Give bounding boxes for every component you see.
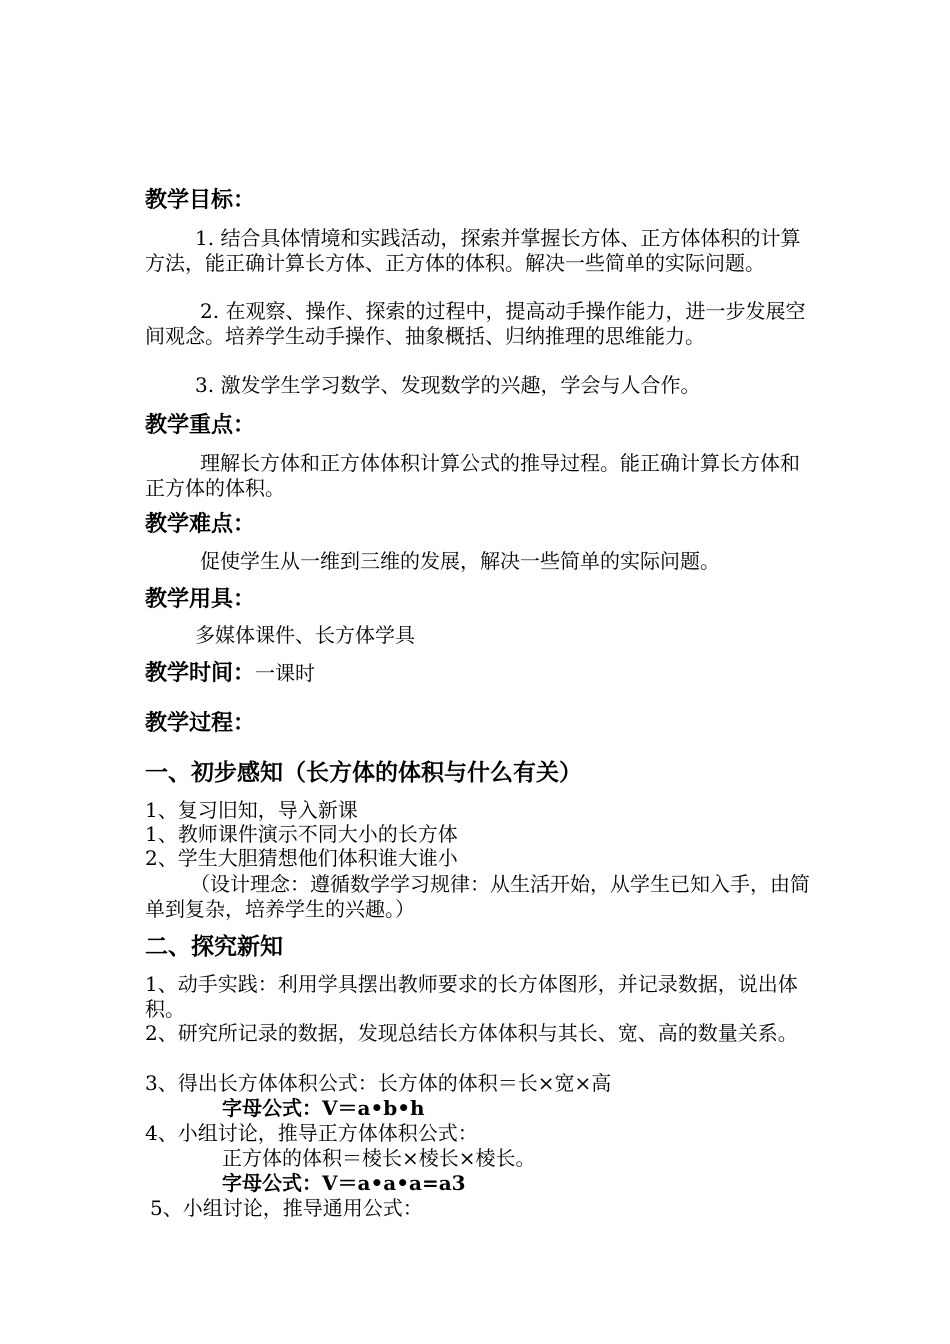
section1-heading: 一、初步感知（长方体的体积与什么有关）: [145, 759, 582, 786]
section2-item-5: 5、小组讨论，推导通用公式：: [150, 1196, 423, 1220]
objectives-heading: 教学目标：: [145, 187, 256, 213]
objective-item-3: 3. 激发学生学习数学、发现数学的兴趣，学会与人合作。: [195, 373, 701, 397]
rectangular-letter-formula: 字母公式：V＝a•b•h: [222, 1096, 425, 1120]
key-points-heading: 教学重点：: [145, 412, 256, 438]
objective-item-2: 2. 在观察、操作、探索的过程中，提高动手操作能力，进一步发展空间观念。培养学生动手操作、抽象概括、归纳推理的思维能力。: [145, 299, 806, 348]
section1-line-2: 1、教师课件演示不同大小的长方体: [145, 822, 458, 846]
key-points-text: 理解长方体和正方体体积计算公式的推导过程。能正确计算长方体和正方体的体积。: [145, 451, 800, 500]
time-row: [145, 660, 315, 686]
section2-item-2: 2、研究所记录的数据，发现总结长方体体积与其长、宽、高的数量关系。: [145, 1021, 798, 1045]
section2-item-3: 3、得出长方体体积公式：长方体的体积＝长×宽×高: [145, 1071, 612, 1095]
section2-item-4: 4、小组讨论，推导正方体体积公式：: [145, 1121, 478, 1145]
time-value: 一课时: [255, 661, 316, 685]
objective-item-1: 1. 结合具体情境和实践活动，探索并掌握长方体、正方体体积的计算方法，能正确计算长方体、正方体的体积。解决一些简单的实际问题。: [145, 226, 801, 275]
section1-line-1: 1、复习旧知，导入新课: [145, 798, 358, 822]
process-heading: 教学过程：: [145, 710, 256, 736]
section1-line-3: 2、学生大胆猜想他们体积谁大谁小: [145, 846, 458, 870]
section2-heading: 二、探究新知: [145, 933, 283, 960]
difficulties-text: 促使学生从一维到三维的发展，解决一些简单的实际问题。: [200, 549, 720, 573]
tools-text: 多媒体课件、长方体学具: [195, 623, 415, 647]
cube-letter-formula: 字母公式：V＝a•a•a=a3: [222, 1171, 466, 1195]
cube-volume-formula: 正方体的体积＝棱长×棱长×棱长。: [222, 1146, 536, 1170]
section1-design-note: （设计理念：遵循数学学习规律：从生活开始，从学生已知入手，由简单到复杂，培养学生的兴趣。）: [145, 872, 810, 921]
difficulties-heading: 教学难点：: [145, 511, 256, 537]
tools-heading: 教学用具：: [145, 586, 256, 612]
time-label: 教学时间：: [145, 660, 256, 686]
section2-item-1: 1、动手实践：利用学具摆出教师要求的长方体图形，并记录数据，说出体积。: [145, 972, 798, 1021]
